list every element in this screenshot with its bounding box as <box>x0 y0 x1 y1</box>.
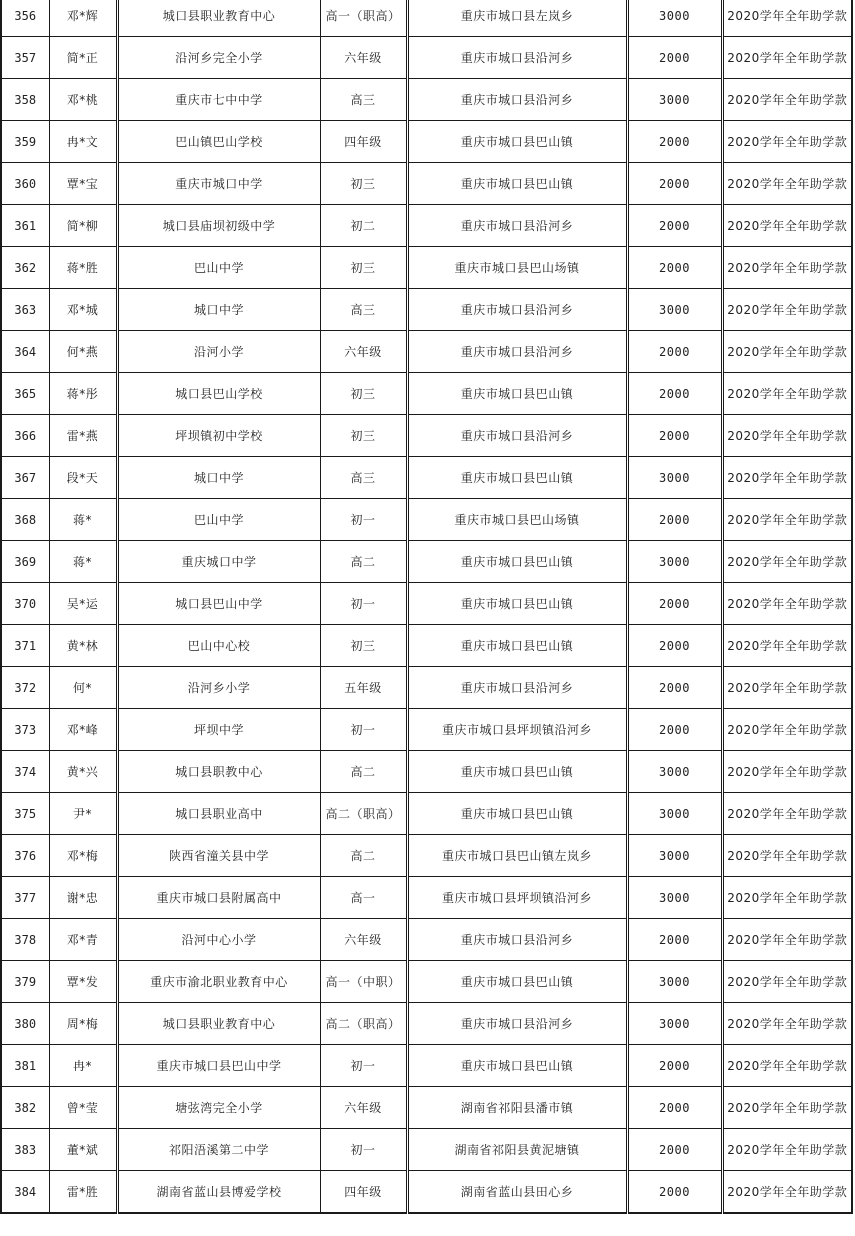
cell-serial-number: 372 <box>1 667 49 709</box>
cell-remark: 2020学年全年助学款 <box>722 163 852 205</box>
cell-school: 沿河乡小学 <box>117 667 320 709</box>
cell-home-address: 重庆市城口县坪坝镇沿河乡 <box>407 877 627 919</box>
table-body <box>1 0 852 1213</box>
cell-home-address: 重庆市城口县巴山镇左岚乡 <box>407 835 627 877</box>
cell-serial-number: 379 <box>1 961 49 1003</box>
cell-grade: 初三 <box>320 415 407 457</box>
cell-school: 重庆市七中中学 <box>117 79 320 121</box>
cell-home-address: 重庆市城口县沿河乡 <box>407 37 627 79</box>
cell-school: 塘弦湾完全小学 <box>117 1087 320 1129</box>
cell-home-address: 重庆市城口县巴山镇 <box>407 163 627 205</box>
cell-home-address: 重庆市城口县巴山镇 <box>407 625 627 667</box>
cell-school: 坪坝中学 <box>117 709 320 751</box>
cell-remark: 2020学年全年助学款 <box>722 625 852 667</box>
cell-student-name: 吴*运 <box>49 583 117 625</box>
cell-aid-amount: 3000 <box>627 793 722 835</box>
cell-grade: 四年级 <box>320 1171 407 1214</box>
cell-home-address: 重庆市城口县沿河乡 <box>407 205 627 247</box>
cell-student-name: 曾*莹 <box>49 1087 117 1129</box>
cell-remark: 2020学年全年助学款 <box>722 667 852 709</box>
table-row <box>1 331 852 373</box>
cell-aid-amount: 2000 <box>627 499 722 541</box>
cell-grade: 初一 <box>320 709 407 751</box>
cell-aid-amount: 2000 <box>627 667 722 709</box>
cell-remark: 2020学年全年助学款 <box>722 415 852 457</box>
cell-grade: 高二 <box>320 751 407 793</box>
cell-remark: 2020学年全年助学款 <box>722 1171 852 1214</box>
cell-home-address: 重庆市城口县沿河乡 <box>407 1003 627 1045</box>
cell-grade: 高三 <box>320 457 407 499</box>
cell-aid-amount: 3000 <box>627 0 722 37</box>
cell-grade: 高二（职高） <box>320 793 407 835</box>
cell-school: 城口县职业高中 <box>117 793 320 835</box>
cell-student-name: 黄*兴 <box>49 751 117 793</box>
cell-student-name: 段*天 <box>49 457 117 499</box>
table-row <box>1 79 852 121</box>
table-row <box>1 373 852 415</box>
cell-aid-amount: 3000 <box>627 541 722 583</box>
cell-home-address: 重庆市城口县巴山镇 <box>407 373 627 415</box>
table-row <box>1 205 852 247</box>
cell-remark: 2020学年全年助学款 <box>722 1045 852 1087</box>
cell-home-address: 重庆市城口县沿河乡 <box>407 79 627 121</box>
cell-student-name: 蒋* <box>49 499 117 541</box>
cell-remark: 2020学年全年助学款 <box>722 79 852 121</box>
cell-aid-amount: 2000 <box>627 1087 722 1129</box>
cell-student-name: 蒋*胜 <box>49 247 117 289</box>
cell-home-address: 重庆市城口县沿河乡 <box>407 331 627 373</box>
cell-school: 重庆市渝北职业教育中心 <box>117 961 320 1003</box>
cell-home-address: 重庆市城口县巴山镇 <box>407 751 627 793</box>
cell-aid-amount: 3000 <box>627 751 722 793</box>
cell-grade: 六年级 <box>320 919 407 961</box>
cell-grade: 初一 <box>320 499 407 541</box>
cell-grade: 高二 <box>320 541 407 583</box>
table-row <box>1 121 852 163</box>
table-row <box>1 667 852 709</box>
table-row <box>1 37 852 79</box>
cell-student-name: 雷*胜 <box>49 1171 117 1214</box>
cell-aid-amount: 3000 <box>627 877 722 919</box>
cell-serial-number: 384 <box>1 1171 49 1214</box>
cell-aid-amount: 3000 <box>627 79 722 121</box>
cell-remark: 2020学年全年助学款 <box>722 793 852 835</box>
cell-serial-number: 371 <box>1 625 49 667</box>
cell-home-address: 重庆市城口县巴山镇 <box>407 961 627 1003</box>
cell-school: 城口县职业教育中心 <box>117 1003 320 1045</box>
table-row <box>1 457 852 499</box>
cell-serial-number: 377 <box>1 877 49 919</box>
table-row <box>1 247 852 289</box>
cell-serial-number: 376 <box>1 835 49 877</box>
cell-aid-amount: 2000 <box>627 709 722 751</box>
cell-remark: 2020学年全年助学款 <box>722 583 852 625</box>
cell-aid-amount: 2000 <box>627 625 722 667</box>
table-row <box>1 877 852 919</box>
cell-serial-number: 369 <box>1 541 49 583</box>
cell-student-name: 尹* <box>49 793 117 835</box>
cell-home-address: 重庆市城口县巴山镇 <box>407 793 627 835</box>
cell-remark: 2020学年全年助学款 <box>722 289 852 331</box>
cell-remark: 2020学年全年助学款 <box>722 1003 852 1045</box>
cell-home-address: 湖南省蓝山县田心乡 <box>407 1171 627 1214</box>
cell-aid-amount: 2000 <box>627 415 722 457</box>
cell-remark: 2020学年全年助学款 <box>722 0 852 37</box>
cell-aid-amount: 2000 <box>627 163 722 205</box>
table-row <box>1 709 852 751</box>
cell-school: 城口中学 <box>117 457 320 499</box>
cell-aid-amount: 2000 <box>627 919 722 961</box>
table-row <box>1 751 852 793</box>
cell-student-name: 简*柳 <box>49 205 117 247</box>
cell-home-address: 重庆市城口县巴山镇 <box>407 583 627 625</box>
cell-student-name: 邓*梅 <box>49 835 117 877</box>
cell-serial-number: 378 <box>1 919 49 961</box>
table-row <box>1 1003 852 1045</box>
cell-serial-number: 370 <box>1 583 49 625</box>
cell-serial-number: 366 <box>1 415 49 457</box>
table-row <box>1 1171 852 1214</box>
cell-grade: 初三 <box>320 625 407 667</box>
cell-student-name: 邓*桃 <box>49 79 117 121</box>
cell-serial-number: 374 <box>1 751 49 793</box>
cell-school: 巴山镇巴山学校 <box>117 121 320 163</box>
cell-home-address: 重庆市城口县巴山场镇 <box>407 247 627 289</box>
cell-school: 沿河乡完全小学 <box>117 37 320 79</box>
cell-school: 重庆市城口县巴山中学 <box>117 1045 320 1087</box>
cell-aid-amount: 2000 <box>627 247 722 289</box>
cell-school: 城口县庙坝初级中学 <box>117 205 320 247</box>
cell-grade: 初三 <box>320 247 407 289</box>
cell-serial-number: 364 <box>1 331 49 373</box>
cell-school: 重庆市城口中学 <box>117 163 320 205</box>
cell-student-name: 黄*林 <box>49 625 117 667</box>
table-row <box>1 625 852 667</box>
cell-grade: 高二 <box>320 835 407 877</box>
cell-school: 城口县巴山学校 <box>117 373 320 415</box>
cell-home-address: 重庆市城口县巴山镇 <box>407 121 627 163</box>
table-row <box>1 541 852 583</box>
cell-student-name: 冉*文 <box>49 121 117 163</box>
cell-serial-number: 365 <box>1 373 49 415</box>
cell-remark: 2020学年全年助学款 <box>722 1087 852 1129</box>
cell-school: 巴山中学 <box>117 499 320 541</box>
cell-home-address: 重庆市城口县沿河乡 <box>407 919 627 961</box>
cell-school: 祁阳浯溪第二中学 <box>117 1129 320 1171</box>
cell-grade: 六年级 <box>320 37 407 79</box>
cell-student-name: 蒋*彤 <box>49 373 117 415</box>
cell-student-name: 邓*辉 <box>49 0 117 37</box>
cell-serial-number: 358 <box>1 79 49 121</box>
cell-school: 巴山中学 <box>117 247 320 289</box>
table-row <box>1 1087 852 1129</box>
cell-student-name: 覃*宝 <box>49 163 117 205</box>
cell-grade: 初一 <box>320 1045 407 1087</box>
cell-serial-number: 357 <box>1 37 49 79</box>
cell-serial-number: 381 <box>1 1045 49 1087</box>
cell-grade: 五年级 <box>320 667 407 709</box>
cell-serial-number: 359 <box>1 121 49 163</box>
cell-serial-number: 368 <box>1 499 49 541</box>
cell-student-name: 覃*发 <box>49 961 117 1003</box>
table-row <box>1 289 852 331</box>
cell-home-address: 重庆市城口县巴山镇 <box>407 541 627 583</box>
cell-student-name: 谢*忠 <box>49 877 117 919</box>
cell-serial-number: 380 <box>1 1003 49 1045</box>
cell-serial-number: 363 <box>1 289 49 331</box>
cell-grade: 六年级 <box>320 1087 407 1129</box>
table-row <box>1 415 852 457</box>
cell-grade: 初三 <box>320 163 407 205</box>
cell-remark: 2020学年全年助学款 <box>722 373 852 415</box>
cell-home-address: 湖南省祁阳县黄泥塘镇 <box>407 1129 627 1171</box>
cell-home-address: 重庆市城口县沿河乡 <box>407 667 627 709</box>
cell-home-address: 重庆市城口县坪坝镇沿河乡 <box>407 709 627 751</box>
cell-grade: 高三 <box>320 289 407 331</box>
cell-home-address: 重庆市城口县左岚乡 <box>407 0 627 37</box>
cell-remark: 2020学年全年助学款 <box>722 37 852 79</box>
cell-school: 重庆城口中学 <box>117 541 320 583</box>
cell-school: 城口县职教中心 <box>117 751 320 793</box>
cell-serial-number: 367 <box>1 457 49 499</box>
cell-school: 巴山中心校 <box>117 625 320 667</box>
cell-aid-amount: 3000 <box>627 835 722 877</box>
cell-school: 重庆市城口县附属高中 <box>117 877 320 919</box>
cell-grade: 高三 <box>320 79 407 121</box>
cell-aid-amount: 2000 <box>627 1045 722 1087</box>
table-row <box>1 0 852 37</box>
cell-grade: 高一（中职） <box>320 961 407 1003</box>
cell-home-address: 重庆市城口县沿河乡 <box>407 415 627 457</box>
cell-serial-number: 383 <box>1 1129 49 1171</box>
cell-home-address: 湖南省祁阳县潘市镇 <box>407 1087 627 1129</box>
cell-student-name: 邓*城 <box>49 289 117 331</box>
table-row <box>1 961 852 1003</box>
cell-student-name: 邓*青 <box>49 919 117 961</box>
table-row <box>1 919 852 961</box>
cell-remark: 2020学年全年助学款 <box>722 121 852 163</box>
cell-school: 城口中学 <box>117 289 320 331</box>
cell-home-address: 重庆市城口县巴山镇 <box>407 457 627 499</box>
cell-aid-amount: 2000 <box>627 373 722 415</box>
cell-student-name: 雷*燕 <box>49 415 117 457</box>
cell-student-name: 周*梅 <box>49 1003 117 1045</box>
cell-school: 沿河中心小学 <box>117 919 320 961</box>
cell-serial-number: 375 <box>1 793 49 835</box>
cell-student-name: 何* <box>49 667 117 709</box>
cell-remark: 2020学年全年助学款 <box>722 1129 852 1171</box>
cell-remark: 2020学年全年助学款 <box>722 961 852 1003</box>
cell-grade: 初一 <box>320 583 407 625</box>
cell-aid-amount: 3000 <box>627 1003 722 1045</box>
table-row <box>1 163 852 205</box>
cell-student-name: 蒋* <box>49 541 117 583</box>
cell-serial-number: 361 <box>1 205 49 247</box>
cell-school: 陕西省潼关县中学 <box>117 835 320 877</box>
cell-aid-amount: 2000 <box>627 37 722 79</box>
cell-serial-number: 382 <box>1 1087 49 1129</box>
cell-remark: 2020学年全年助学款 <box>722 331 852 373</box>
cell-home-address: 重庆市城口县沿河乡 <box>407 289 627 331</box>
cell-remark: 2020学年全年助学款 <box>722 205 852 247</box>
cell-serial-number: 360 <box>1 163 49 205</box>
cell-student-name: 冉* <box>49 1045 117 1087</box>
cell-remark: 2020学年全年助学款 <box>722 709 852 751</box>
cell-aid-amount: 2000 <box>627 331 722 373</box>
cell-remark: 2020学年全年助学款 <box>722 751 852 793</box>
cell-aid-amount: 3000 <box>627 289 722 331</box>
table-row <box>1 583 852 625</box>
table-row <box>1 835 852 877</box>
cell-school: 湖南省蓝山县博爱学校 <box>117 1171 320 1214</box>
cell-student-name: 邓*峰 <box>49 709 117 751</box>
table-row <box>1 499 852 541</box>
table-row <box>1 793 852 835</box>
cell-grade: 初二 <box>320 205 407 247</box>
cell-aid-amount: 2000 <box>627 205 722 247</box>
cell-school: 沿河小学 <box>117 331 320 373</box>
cell-student-name: 简*正 <box>49 37 117 79</box>
cell-school: 坪坝镇初中学校 <box>117 415 320 457</box>
cell-grade: 高一（职高） <box>320 0 407 37</box>
cell-aid-amount: 2000 <box>627 1171 722 1214</box>
cell-aid-amount: 3000 <box>627 961 722 1003</box>
cell-remark: 2020学年全年助学款 <box>722 247 852 289</box>
cell-remark: 2020学年全年助学款 <box>722 499 852 541</box>
cell-remark: 2020学年全年助学款 <box>722 457 852 499</box>
cell-grade: 六年级 <box>320 331 407 373</box>
cell-aid-amount: 2000 <box>627 583 722 625</box>
cell-remark: 2020学年全年助学款 <box>722 877 852 919</box>
cell-aid-amount: 2000 <box>627 121 722 163</box>
cell-grade: 初三 <box>320 373 407 415</box>
cell-serial-number: 362 <box>1 247 49 289</box>
cell-school: 城口县巴山中学 <box>117 583 320 625</box>
cell-serial-number: 356 <box>1 0 49 37</box>
cell-home-address: 重庆市城口县巴山镇 <box>407 1045 627 1087</box>
cell-remark: 2020学年全年助学款 <box>722 541 852 583</box>
cell-remark: 2020学年全年助学款 <box>722 835 852 877</box>
cell-grade: 高二（职高） <box>320 1003 407 1045</box>
cell-grade: 四年级 <box>320 121 407 163</box>
cell-grade: 高一 <box>320 877 407 919</box>
cell-aid-amount: 3000 <box>627 457 722 499</box>
table-row <box>1 1129 852 1171</box>
cell-student-name: 何*燕 <box>49 331 117 373</box>
cell-home-address: 重庆市城口县巴山场镇 <box>407 499 627 541</box>
cell-student-name: 董*斌 <box>49 1129 117 1171</box>
cell-grade: 初一 <box>320 1129 407 1171</box>
cell-remark: 2020学年全年助学款 <box>722 919 852 961</box>
cell-serial-number: 373 <box>1 709 49 751</box>
table-row <box>1 1045 852 1087</box>
cell-aid-amount: 2000 <box>627 1129 722 1171</box>
cell-school: 城口县职业教育中心 <box>117 0 320 37</box>
